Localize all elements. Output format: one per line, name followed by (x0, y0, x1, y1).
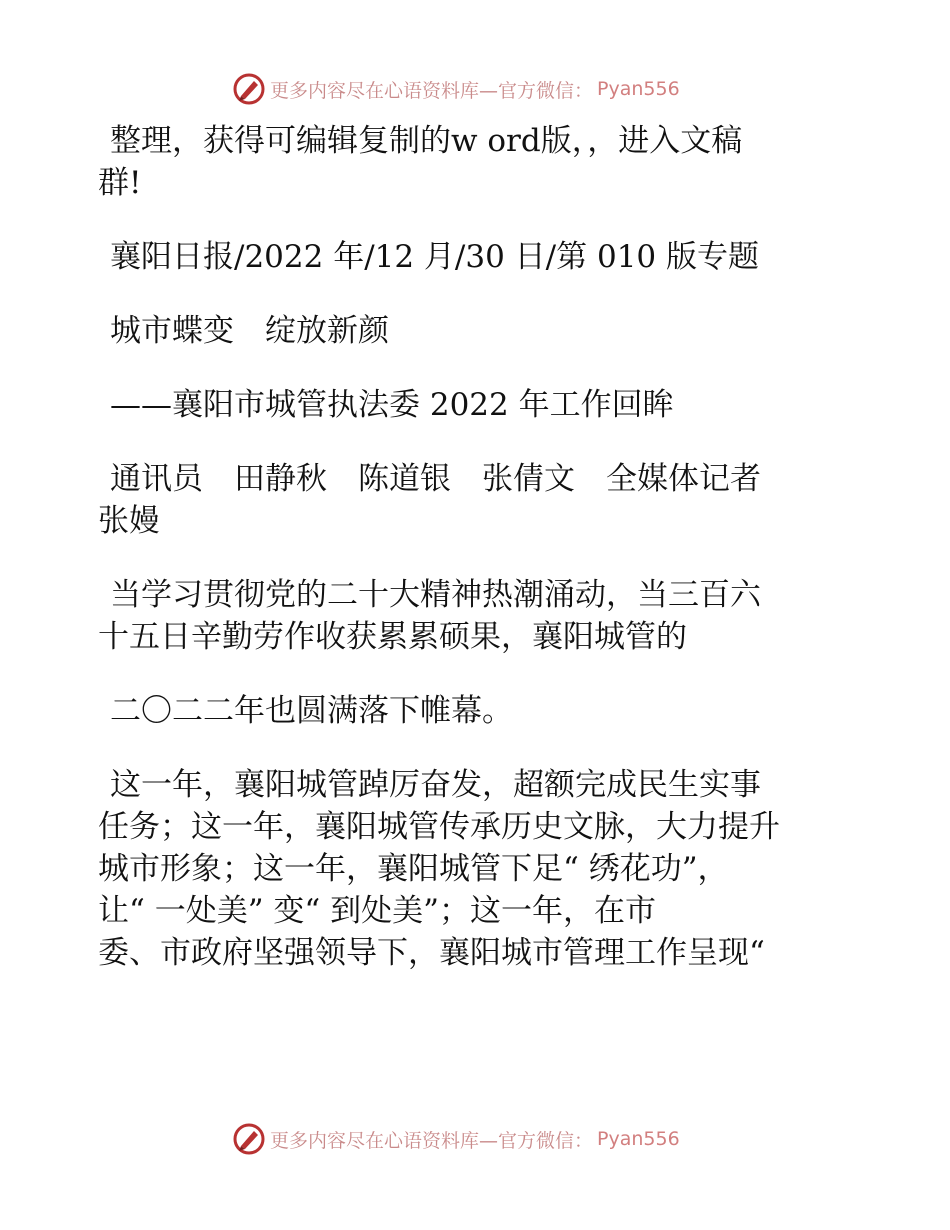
watermark-text: 更多内容尽在心语资料库—官方微信： (270, 79, 594, 102)
source-text: 襄阳日报/2022 年/12 月/30 日/第 010 版专题 (110, 239, 760, 275)
subtitle-text: ——襄阳市城管执法委 2022 年工作回眸 (110, 387, 674, 423)
title-text: 城市蝶变 绽放新颜 (110, 313, 389, 349)
header-watermark (232, 72, 680, 106)
watermark-text: 更多内容尽在心语资料库—官方微信： (270, 1129, 594, 1152)
paragraph-line: 二〇二二年也圆满落下帷幕。 (110, 693, 513, 729)
byline-line: 张嫚 (98, 503, 160, 539)
byline-line: 通讯员 田静秋 陈道银 张倩文 全媒体记者 (110, 461, 761, 497)
intro-line: 群! (98, 165, 142, 201)
intro-line: 整理，获得可编辑复制的w ord版，，进入文稿 (110, 123, 743, 159)
intro-paragraph (98, 120, 856, 204)
paragraph-3 (98, 764, 856, 974)
pen-logo-icon (232, 72, 266, 106)
article-title (98, 310, 856, 352)
watermark-account: Pyan556 (597, 1128, 680, 1150)
document-body (98, 120, 856, 1006)
paragraph-1 (98, 574, 856, 658)
paragraph-line: 让“ 一处美” 变“ 到处美”；这一年，在市 (98, 893, 656, 929)
source-line (98, 236, 856, 278)
pen-logo-icon (232, 1122, 266, 1156)
paragraph-2 (98, 690, 856, 732)
paragraph-line: 城市形象；这一年，襄阳城管下足“ 绣花功”， (98, 851, 729, 887)
paragraph-line: 这一年，襄阳城管踔厉奋发，超额完成民生实事 (110, 767, 761, 803)
footer-watermark (232, 1122, 680, 1156)
byline (98, 458, 856, 542)
paragraph-line: 当学习贯彻党的二十大精神热潮涌动，当三百六 (110, 577, 761, 613)
watermark-account: Pyan556 (597, 78, 680, 100)
paragraph-line: 任务；这一年，襄阳城管传承历史文脉，大力提升 (98, 809, 780, 845)
paragraph-line: 委、市政府坚强领导下，襄阳城市管理工作呈现“ (98, 935, 765, 971)
article-subtitle (98, 384, 856, 426)
paragraph-line: 十五日辛勤劳作收获累累硕果，襄阳城管的 (98, 619, 687, 655)
